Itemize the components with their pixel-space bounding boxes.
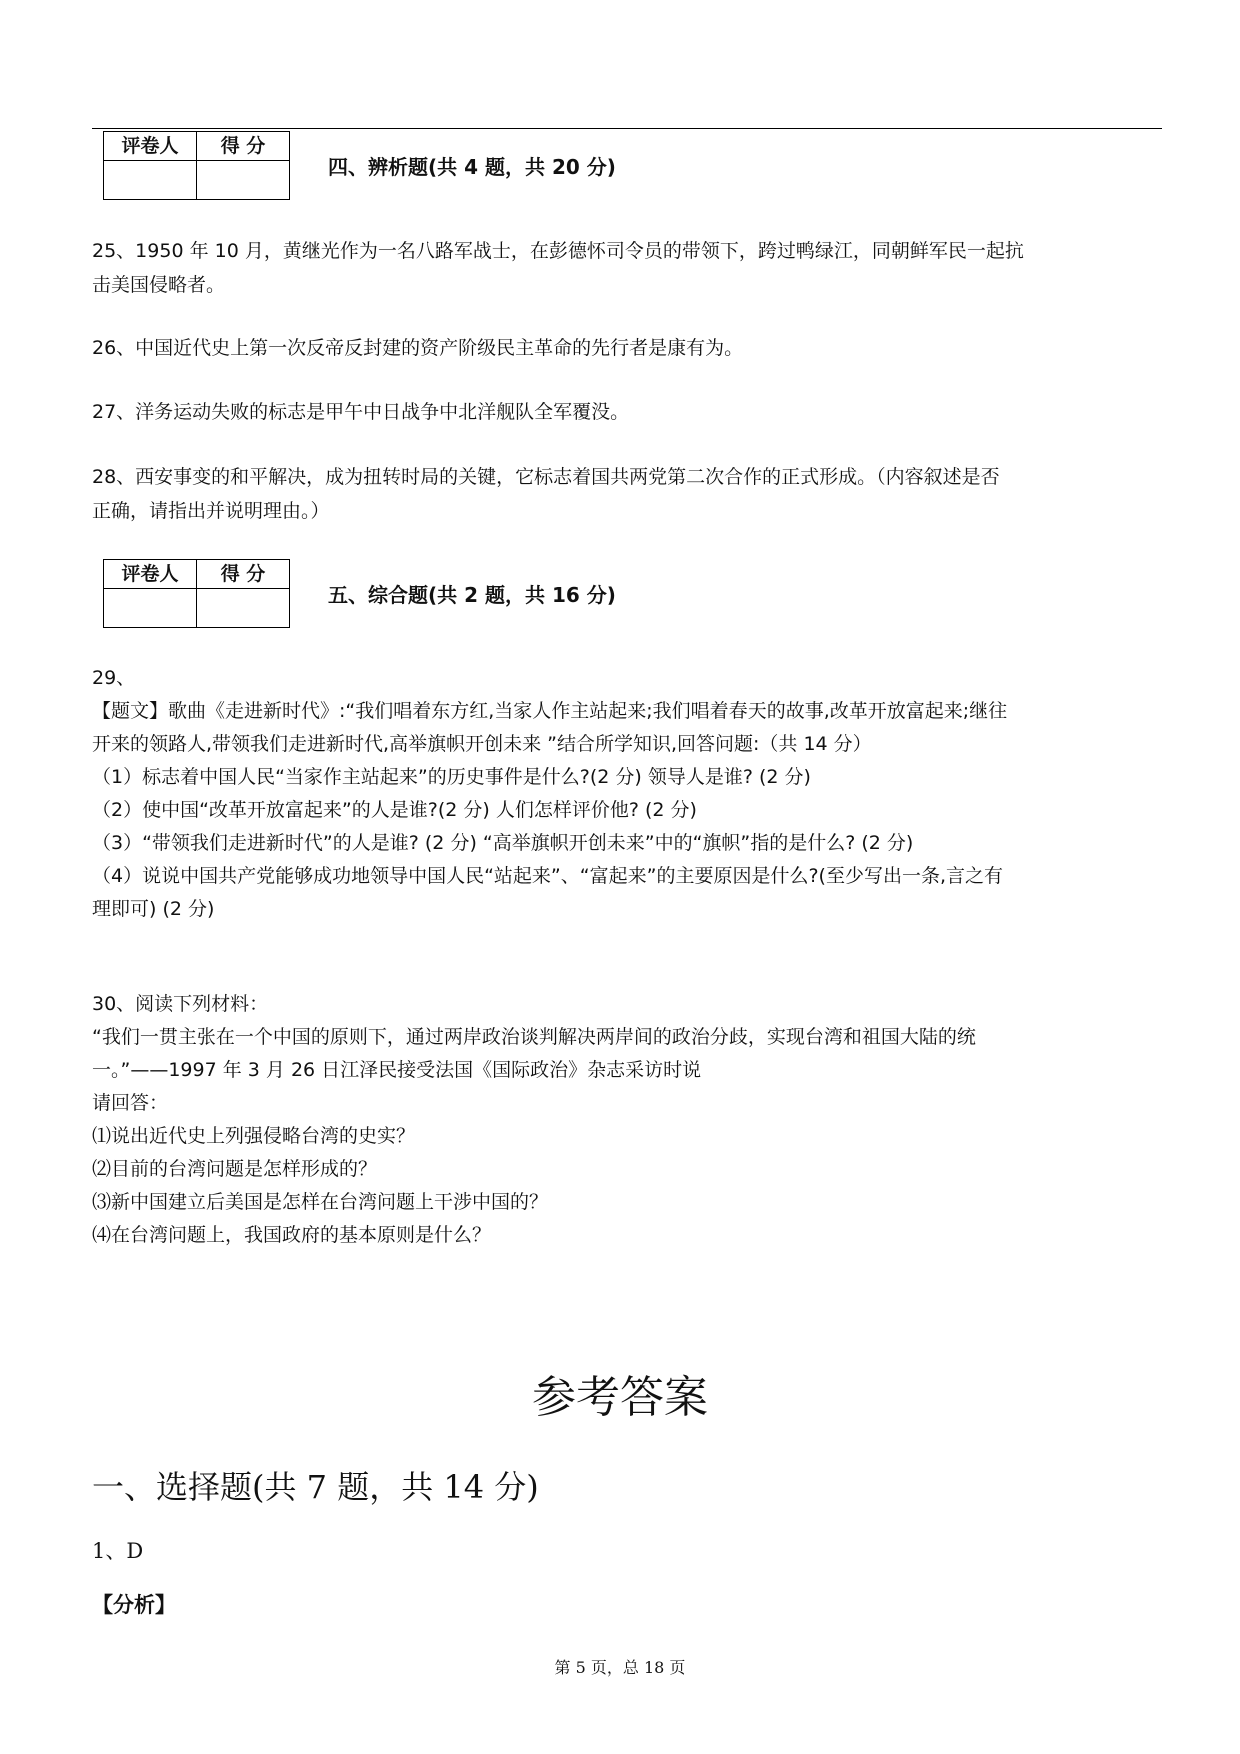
score-cell[interactable] [197, 589, 290, 628]
score-table [103, 131, 290, 200]
question-line: 一。”——1997 年 3 月 26 日江泽民接受法国《国际政治》杂志采访时说 [92, 1059, 702, 1081]
score-cell[interactable] [197, 161, 290, 200]
section-title: 四、辨析题(共 4 题，共 20 分) [328, 155, 616, 179]
question-line: （4）说说中国共产党能够成功地领导中国人民“站起来”、“富起来”的主要原因是什么?(至少写出一条,言之有 [92, 865, 1004, 887]
analysis-label: 【分析】 [92, 1592, 176, 1617]
question-line: （2）使中国“改革开放富起来”的人是谁?(2 分) 人们怎样评价他? (2 分) [92, 799, 697, 821]
answer-section-title: 一、选择题(共 7 题，共 14 分) [92, 1468, 539, 1506]
grader-label: 评卷人 [104, 132, 197, 161]
answer-item: 1、D [92, 1539, 144, 1563]
score-table [103, 559, 290, 628]
question-line: 【题文】歌曲《走进新时代》:“我们唱着东方红,当家人作主站起来;我们唱着春天的故事,改革开放富起来;继往 [92, 700, 1008, 722]
question-line: ⑴说出近代史上列强侵略台湾的史实？ [92, 1125, 416, 1147]
grader-cell[interactable] [104, 161, 197, 200]
question-30 [92, 988, 1147, 1252]
score-label: 得 分 [197, 560, 290, 589]
question-line: ⑵目前的台湾问题是怎样形成的？ [92, 1158, 378, 1180]
question-25 [92, 234, 1147, 302]
question-27 [92, 395, 1147, 429]
section-title: 五、综合题(共 2 题，共 16 分) [328, 583, 616, 607]
question-line: 25、1950 年 10 月，黄继光作为一名八路军战士，在彭德怀司令员的带领下，跨过鸭绿江，同朝鲜军民一起抗 [92, 240, 1024, 262]
question-line: “我们一贯主张在一个中国的原则下，通过两岸政治谈判解决两岸间的政治分歧，实现台湾和祖国大陆的统 [92, 1026, 976, 1048]
question-line: ⑶新中国建立后美国是怎样在台湾问题上干涉中国的？ [92, 1191, 549, 1213]
grader-cell[interactable] [104, 589, 197, 628]
question-line: 击美国侵略者。 [92, 274, 226, 296]
question-line: 开来的领路人,带领我们走进新时代,高举旗帜开创未来 ”结合所学知识,回答问题:（共 14 分） [92, 733, 872, 755]
question-26 [92, 331, 1147, 365]
question-line: 正确，请指出并说明理由。） [92, 500, 330, 522]
question-line: （1）标志着中国人民“当家作主站起来”的历史事件是什么?(2 分) 领导人是谁? (2 分) [92, 766, 811, 788]
question-line: 理即可) (2 分) [92, 898, 215, 920]
question-line: ⑷在台湾问题上，我国政府的基本原则是什么？ [92, 1224, 492, 1246]
question-28 [92, 460, 1147, 528]
question-line: 请回答： [92, 1092, 169, 1114]
question-29 [92, 662, 1147, 926]
grader-label: 评卷人 [104, 560, 197, 589]
question-line: 30、阅读下列材料： [92, 993, 269, 1015]
question-line: 28、西安事变的和平解决，成为扭转时局的关键，它标志着国共两党第二次合作的正式形成。（内容叙述是否 [92, 466, 1000, 488]
question-line: 26、中国近代史上第一次反帝反封建的资产阶级民主革命的先行者是康有为。 [92, 337, 744, 359]
question-line: 29、 [92, 667, 136, 689]
header-rule [92, 128, 1162, 129]
answer-key-title: 参考答案 [532, 1372, 708, 1423]
question-line: （3）“带领我们走进新时代”的人是谁? (2 分) “高举旗帜开创未来”中的“旗帜”指的是什么? (2 分) [92, 832, 914, 854]
question-line: 27、洋务运动失败的标志是甲午中日战争中北洋舰队全军覆没。 [92, 401, 630, 423]
score-label: 得 分 [197, 132, 290, 161]
page-footer: 第 5 页，总 18 页 [554, 1658, 686, 1677]
